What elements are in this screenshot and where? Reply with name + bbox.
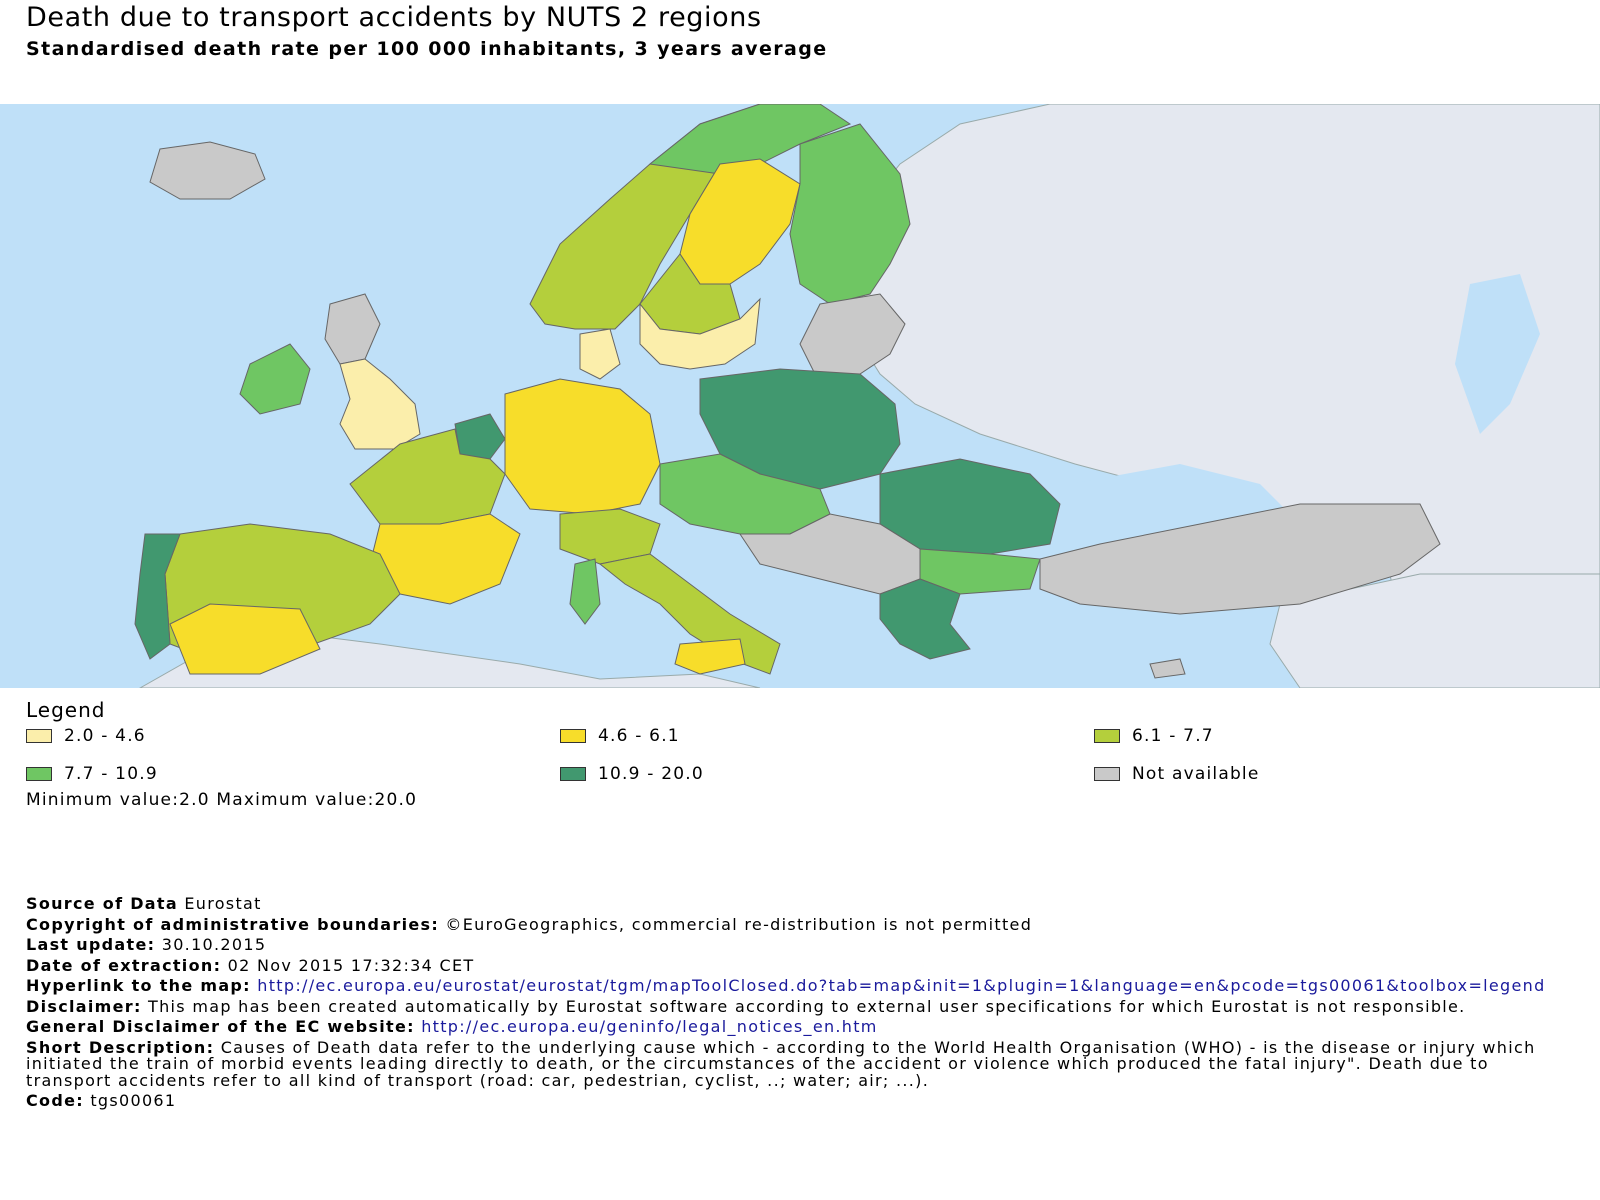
copyright-label: Copyright of administrative boundaries: [26, 914, 440, 934]
last-update-row [26, 937, 1576, 954]
legend-swatch-4 [26, 767, 52, 781]
legend-label-5: 10.9 - 20.0 [598, 764, 704, 784]
general-disclaimer-row [26, 1019, 1576, 1036]
source-row [26, 896, 1576, 913]
last-update-value: 30.10.2015 [161, 935, 267, 954]
copyright-row [26, 914, 1576, 934]
last-update-label: Last update: [26, 935, 156, 954]
copyright-value: ©EuroGeographics, commercial re-distribution is not permitted [445, 914, 1033, 934]
legend-label-1: 2.0 - 4.6 [64, 726, 146, 746]
legend-item-6 [1094, 764, 1260, 784]
code-label: Code: [26, 1091, 84, 1110]
disclaimer-value: This map has been created automatically by Eurostat software according to external user specifications for which Eurostat is not responsible. [148, 996, 1466, 1016]
legend-item-1 [26, 726, 146, 746]
general-disclaimer-link[interactable]: http://ec.europa.eu/geninfo/legal_notices_en.htm [421, 1017, 878, 1036]
legend-item-3 [1094, 726, 1214, 746]
legend-swatch-5 [560, 767, 586, 781]
source-label: Source of Data [26, 894, 178, 913]
extraction-value: 02 Nov 2015 17:32:34 CET [227, 955, 475, 975]
legend-swatch-2 [560, 729, 586, 743]
short-description-row [26, 1037, 1576, 1090]
legend-minmax: Minimum value:2.0 Maximum value:20.0 [26, 790, 418, 810]
legend-swatch-1 [26, 729, 52, 743]
legend-swatch-6 [1094, 767, 1120, 781]
hyperlink-label: Hyperlink to the map: [26, 976, 251, 995]
short-description-label: Short Description: [26, 1037, 215, 1057]
legend-label-4: 7.7 - 10.9 [64, 764, 158, 784]
short-description-value: Causes of Death data refer to the underlying cause which - according to the World Health Organisation (WHO) - is the disease or injury which initiated the train of morbid events leading directly to death, or the circumstances of the accident or violence which produced the fatal injury". Death due to transport accidents refer to all kind of transport (road: car, pedestrian, cyclist, ..; water; air; ...). [26, 1037, 1536, 1090]
legend-label-2: 4.6 - 6.1 [598, 726, 680, 746]
hyperlink-row [26, 978, 1576, 995]
metadata-block [26, 896, 1576, 1114]
extraction-label: Date of extraction: [26, 955, 222, 975]
choropleth-map[interactable] [0, 104, 1600, 688]
legend-title: Legend [26, 698, 106, 722]
disclaimer-row [26, 996, 1576, 1016]
legend-item-5 [560, 764, 704, 784]
source-value: Eurostat [184, 894, 262, 913]
code-row [26, 1093, 1576, 1110]
legend-label-6: Not available [1132, 764, 1260, 784]
hyperlink-link[interactable]: http://ec.europa.eu/eurostat/eurostat/tgm/mapToolClosed.do?tab=map&init=1&plugin=1&language=en&pcode=tgs00061&toolbox=legend [257, 976, 1546, 995]
map-title: Death due to transport accidents by NUTS 2 regions [26, 2, 762, 33]
map-subtitle: Standardised death rate per 100 000 inhabitants, 3 years average [26, 38, 828, 60]
legend-item-2 [560, 726, 680, 746]
code-value: tgs00061 [90, 1091, 177, 1110]
legend-swatch-3 [1094, 729, 1120, 743]
disclaimer-label: Disclaimer: [26, 996, 142, 1016]
legend-label-3: 6.1 - 7.7 [1132, 726, 1214, 746]
extraction-row [26, 955, 1576, 975]
general-disclaimer-label: General Disclaimer of the EC website: [26, 1017, 415, 1036]
legend-item-4 [26, 764, 158, 784]
